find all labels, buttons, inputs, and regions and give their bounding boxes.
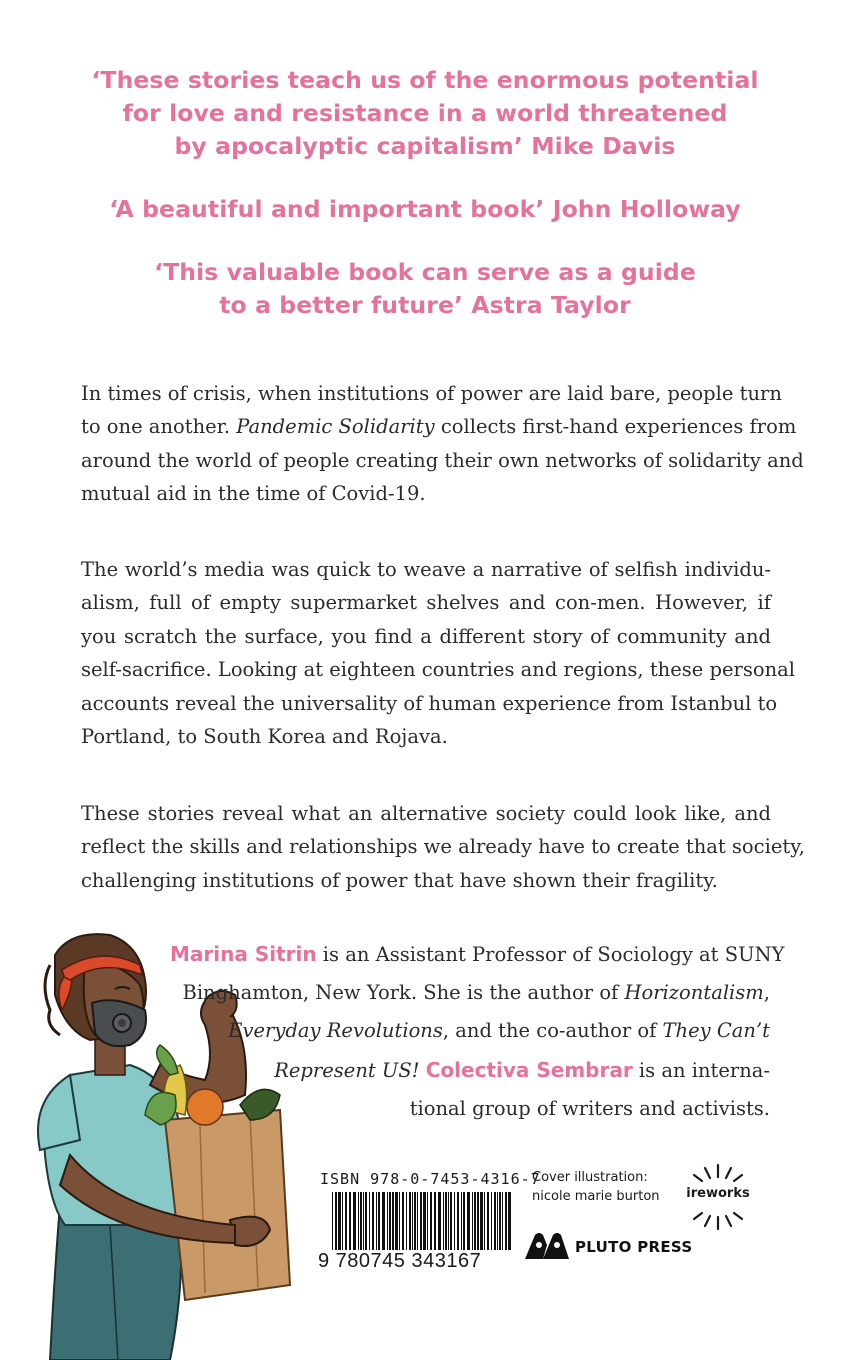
barcode-bar [474, 1192, 476, 1250]
barcode-bar [450, 1192, 452, 1250]
barcode-bar [448, 1192, 449, 1250]
quote-line: ‘These stories teach us of the enormous potential [91, 66, 759, 94]
barcode-bar [335, 1192, 337, 1250]
barcode-bar [467, 1192, 470, 1250]
barcode-bar [445, 1192, 447, 1250]
text-line: tional group of writers and activists. [409, 1096, 770, 1120]
barcode-bar [430, 1192, 432, 1250]
text-line [170, 974, 770, 1012]
barcode-bar [472, 1192, 473, 1250]
barcode-bar [342, 1192, 343, 1250]
quote-john-holloway [0, 193, 850, 226]
text-fragment: to one another. [81, 415, 237, 439]
text-line: In times of crisis, when institutions of power are laid bare, people turn [81, 382, 782, 405]
book-title: Horizontalism [624, 981, 764, 1005]
quote-line: ‘This valuable book can serve as a guide [154, 258, 696, 286]
text-line: around the world of people creating their own networks of solidarity and [81, 448, 804, 472]
barcode-digits: 9 780745 343167 [318, 1250, 482, 1272]
collective-name: Colectiva Sembrar [425, 1057, 633, 1082]
barcode-bar [338, 1192, 341, 1250]
barcode-bar [417, 1192, 418, 1250]
review-quotes [0, 64, 850, 352]
barcode-bar [420, 1192, 422, 1250]
text-line: accounts reveal the universality of human experience from Istanbul to [81, 691, 778, 715]
text-fragment: is an Assistant Professor of Sociology at SUNY [316, 943, 785, 966]
barcode-bar [402, 1192, 404, 1250]
text-line: Portland, to South Korea and Rojava. [81, 725, 448, 749]
credit-line: Cover illustration: [532, 1170, 648, 1185]
barcode-bar [438, 1192, 441, 1250]
quote-mike-davis [0, 64, 850, 163]
barcode-bar [353, 1192, 356, 1250]
barcode-bar [406, 1192, 407, 1250]
author-bio [170, 935, 785, 1128]
barcode-bar [376, 1192, 377, 1250]
pluto-press-logo-icon [523, 1231, 569, 1261]
barcode-bar [463, 1192, 465, 1250]
barcode-bar [409, 1192, 411, 1250]
text-line: you scratch the surface, you find a different story of community and [81, 624, 771, 648]
barcode-bar [369, 1192, 370, 1250]
barcode-bar [387, 1192, 388, 1250]
barcode-bar [497, 1192, 498, 1250]
barcode-bar [502, 1192, 503, 1250]
text-line: These stories reveal what an alternative society could look like, and [81, 802, 771, 825]
barcode-bar [389, 1192, 391, 1250]
barcode-bar [423, 1192, 426, 1250]
barcode-bar [399, 1192, 400, 1250]
barcode-bar [360, 1192, 362, 1250]
quote-line: to a better future’ Astra Taylor [219, 291, 631, 319]
barcode-bar [349, 1192, 351, 1250]
barcode-bar [494, 1192, 496, 1250]
cover-credit [532, 1168, 660, 1206]
author-name: Marina Sitrin [170, 942, 317, 966]
quote-line: ‘A beautiful and important book’ John Holloway [109, 195, 741, 223]
barcode-bar [434, 1192, 436, 1250]
barcode-bar [491, 1192, 492, 1250]
text-fragment: collects first-hand experiences from [434, 415, 797, 439]
barcode-bar [487, 1192, 489, 1250]
text-line: self-sacrifice. Looking at eighteen countries and regions, these personal [81, 658, 796, 682]
text-line [170, 1012, 770, 1050]
barcode-bar [480, 1192, 483, 1250]
text-line: challenging institutions of power that have shown their fragility. [81, 868, 718, 892]
barcode-bar [427, 1192, 428, 1250]
text-fragment: , [763, 981, 770, 1005]
barcode-bar [414, 1192, 416, 1250]
quote-line: for love and resistance in a world threatened [122, 99, 728, 127]
barcode-bar [499, 1192, 501, 1250]
text-line: reflect the skills and relationships we already have to create that society, [81, 835, 805, 859]
publisher-name: PLUTO PRESS [575, 1238, 693, 1256]
text-fragment: , and the co-author of [442, 1019, 663, 1043]
book-title: Represent US! [274, 1058, 420, 1082]
barcode-bar [358, 1192, 359, 1250]
barcode-bar [365, 1192, 367, 1250]
description-paragraph-3 [81, 797, 805, 897]
barcode-bar [363, 1192, 364, 1250]
quote-astra-taylor [0, 256, 850, 322]
barcode-bar [392, 1192, 394, 1250]
barcode-bar [505, 1192, 507, 1250]
barcode-bar [454, 1192, 455, 1250]
description-paragraph-2 [81, 553, 796, 753]
barcode-bar [461, 1192, 462, 1250]
text-line [81, 410, 797, 443]
book-title: Pandemic Solidarity [236, 415, 435, 439]
barcode-bar [378, 1192, 380, 1250]
barcode-bar [382, 1192, 385, 1250]
barcode-bar [345, 1192, 347, 1250]
barcode-bar [477, 1192, 479, 1250]
text-fragment: Binghamton, New York. She is the author of [182, 981, 625, 1005]
text-line: The world’s media was quick to weave a narrative of selfish individu- [81, 558, 771, 581]
quote-line: by apocalyptic capitalism’ Mike Davis [174, 132, 676, 160]
barcode-bar [372, 1192, 374, 1250]
book-title: They Can’t [662, 1019, 770, 1043]
barcode-bar [412, 1192, 413, 1250]
barcode-bar [443, 1192, 444, 1250]
isbn-label: ISBN 978-0-7453-4316-7 [320, 1170, 541, 1188]
barcode [332, 1192, 512, 1250]
barcode-bar [508, 1192, 511, 1250]
text-line [170, 935, 785, 974]
text-line [170, 1051, 770, 1090]
barcode-bar [332, 1192, 333, 1250]
credit-line: nicole marie burton [532, 1189, 660, 1204]
ireworks-label: ireworks [686, 1186, 750, 1201]
book-title: Everyday Revolutions [228, 1019, 443, 1043]
barcode-bar [484, 1192, 485, 1250]
text-fragment: is an interna- [632, 1058, 770, 1082]
barcode-bar [395, 1192, 398, 1250]
description-paragraph-1 [81, 377, 804, 511]
barcode-bar [457, 1192, 459, 1250]
text-line: mutual aid in the time of Covid-19. [81, 482, 426, 506]
text-line: alism, full of empty supermarket shelves and con-men. However, if [81, 591, 771, 615]
